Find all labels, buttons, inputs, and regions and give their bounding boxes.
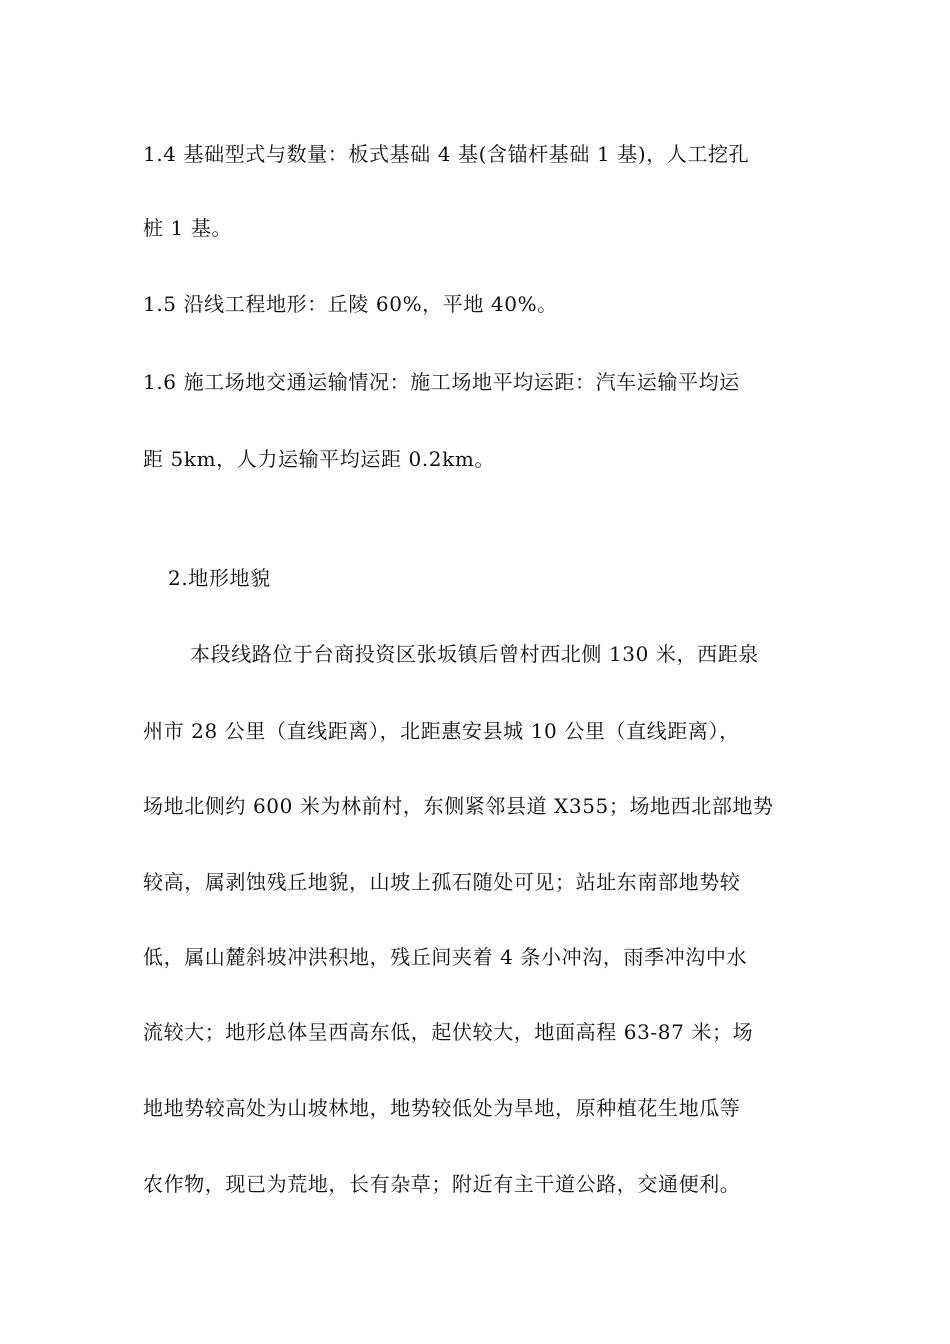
section-2-paragraph-line-2: 州市 28 公里（直线距离），北距惠安县城 10 公里（直线距离）， [143, 719, 740, 743]
item-1-5-line-1: 1.5 沿线工程地形：丘陵 60%，平地 40%。 [143, 292, 558, 316]
section-2-paragraph-line-7: 地地势较高处为山坡林地，地势较低处为旱地，原种植花生地瓜等 [143, 1096, 741, 1120]
section-2-paragraph-line-6: 流较大；地形总体呈西高东低，起伏较大，地面高程 63-87 米；场 [143, 1020, 754, 1044]
item-1-6-line-1: 1.6 施工场地交通运输情况：施工场地平均运距：汽车运输平均运 [143, 370, 740, 394]
item-1-6-line-2: 距 5km，人力运输平均运距 0.2km。 [143, 447, 496, 471]
section-2-heading: 2.地形地貌 [168, 566, 271, 590]
item-1-4-line-1: 1.4 基础型式与数量：板式基础 4 基(含锚杆基础 1 基)，人工挖孔 [143, 142, 750, 166]
section-2-paragraph-line-8: 农作物，现已为荒地，长有杂草；附近有主干道公路，交通便利。 [143, 1172, 741, 1196]
section-2-paragraph-line-1: 本段线路位于台商投资区张坂镇后曾村西北侧 130 米，西距泉 [190, 642, 759, 666]
item-1-4-line-2: 桩 1 基。 [143, 216, 233, 240]
section-2-paragraph-line-5: 低，属山麓斜坡冲洪积地，残丘间夹着 4 条小冲沟，雨季冲沟中水 [143, 945, 748, 969]
section-2-paragraph-line-4: 较高，属剥蚀残丘地貌，山坡上孤石随处可见；站址东南部地势较 [143, 870, 741, 894]
section-2-paragraph-line-3: 场地北侧约 600 米为林前村，东侧紧邻县道 X355；场地西北部地势 [143, 794, 774, 818]
